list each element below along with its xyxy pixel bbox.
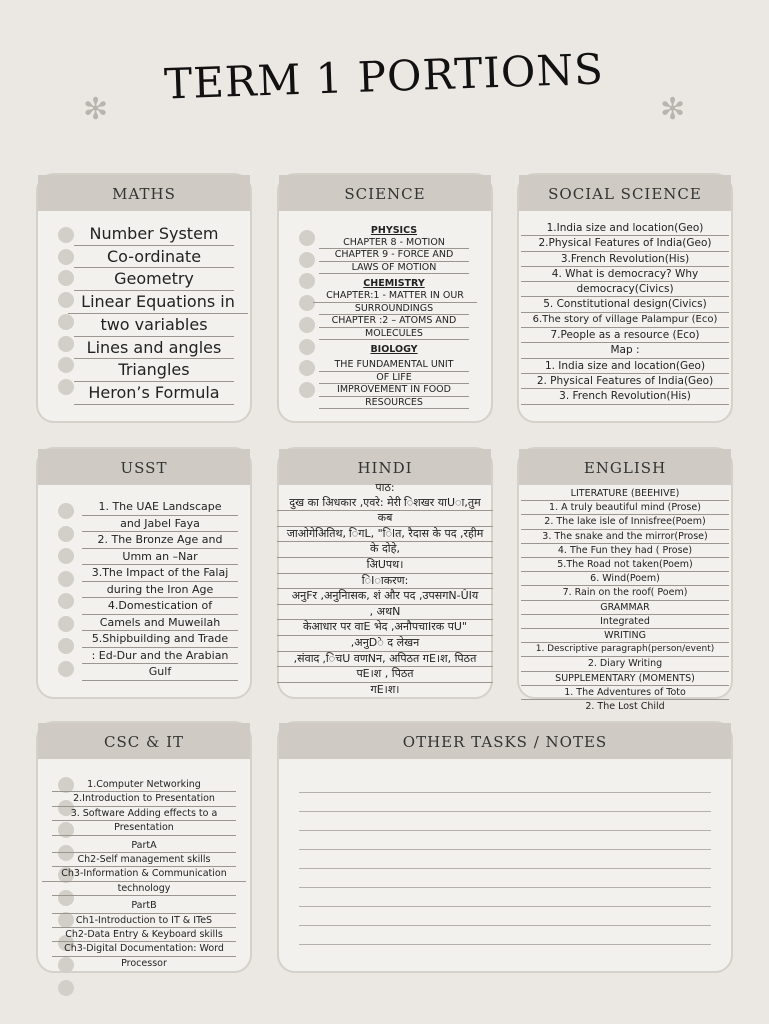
bullet-icon bbox=[299, 230, 315, 246]
list-item: Lines and angles bbox=[74, 337, 234, 360]
list-item: IMPROVEMENT IN FOOD bbox=[319, 384, 469, 397]
maths-heading: MATHS bbox=[38, 175, 250, 211]
list-item: Umm an –Nar bbox=[82, 549, 238, 566]
hindi-list bbox=[277, 481, 493, 697]
social-science-list bbox=[521, 221, 729, 405]
list-item: Camels and Muweilah bbox=[82, 615, 238, 632]
list-item: Linear Equations in bbox=[68, 291, 248, 314]
list-item: जाओगेअितिथ, िगL, "िlत, रैदास के पद ,रहीम bbox=[277, 527, 493, 543]
list-item: 6.The story of village Palampur (Eco) bbox=[521, 313, 729, 328]
english-heading: ENGLISH bbox=[519, 449, 731, 485]
list-item: Geometry bbox=[74, 268, 234, 291]
social-science-card bbox=[517, 173, 733, 423]
list-item: 2. The lake isle of Innisfree(Poem) bbox=[521, 515, 729, 529]
list-item: 7. Rain on the roof( Poem) bbox=[521, 586, 729, 600]
bullet-icon bbox=[58, 980, 74, 996]
maths-card bbox=[36, 173, 252, 423]
bullet-icon bbox=[299, 273, 315, 289]
usst-card bbox=[36, 447, 252, 699]
bullet-icon bbox=[58, 270, 74, 286]
note-line[interactable] bbox=[299, 811, 711, 812]
list-item: 2. The Bronze Age and bbox=[82, 532, 238, 549]
note-line[interactable] bbox=[299, 849, 711, 850]
list-item: 4. The Fun they had ( Prose) bbox=[521, 544, 729, 558]
list-item: Heron’s Formula bbox=[74, 382, 234, 405]
maths-list bbox=[74, 223, 234, 405]
list-item: CHAPTER 8 - MOTION bbox=[319, 237, 469, 250]
list-item: SURROUNDINGS bbox=[319, 303, 469, 316]
usst-heading: USST bbox=[38, 449, 250, 485]
list-item: 1. The UAE Landscape bbox=[82, 499, 238, 516]
list-item: WRITING bbox=[521, 629, 729, 643]
list-item: िIाकरण: bbox=[277, 574, 493, 590]
list-item: 2. The Lost Child bbox=[585, 701, 665, 713]
list-item: Ch3-Digital Documentation: Word bbox=[52, 942, 236, 956]
list-item: कब bbox=[277, 511, 493, 527]
section-label: CHEMISTRY bbox=[363, 278, 425, 290]
asterisk-icon: ✻ bbox=[660, 92, 686, 127]
bullet-icon bbox=[58, 503, 74, 519]
hindi-heading: HINDI bbox=[279, 449, 491, 485]
bullet-icon bbox=[58, 526, 74, 542]
bullet-icon bbox=[58, 593, 74, 609]
bullet-icon bbox=[58, 616, 74, 632]
list-item: technology bbox=[52, 882, 236, 896]
list-item: Processor bbox=[121, 957, 167, 969]
list-item: 1. The Adventures of Toto bbox=[521, 686, 729, 700]
list-item: PartA bbox=[52, 839, 236, 853]
list-item: अनुFर ,अनुनािसक, शं और पद ,उपसगN-ÛIय bbox=[277, 589, 493, 605]
list-item: , अथN bbox=[277, 605, 493, 621]
list-item: Ch1-Introduction to IT & ITeS bbox=[52, 914, 236, 928]
usst-list bbox=[82, 499, 238, 681]
notes-card bbox=[277, 721, 733, 973]
list-item: 1. Descriptive paragraph(person/event) bbox=[521, 643, 729, 657]
bullet-icon bbox=[58, 548, 74, 564]
list-item: 3.French Revolution(His) bbox=[521, 252, 729, 267]
note-line[interactable] bbox=[299, 906, 711, 907]
list-item: ,संवाद ,िचU वणNन, अपिठत गE।श, पिठत bbox=[277, 652, 493, 668]
science-card bbox=[277, 173, 493, 423]
english-list bbox=[521, 487, 729, 713]
list-item: during the Iron Age bbox=[82, 582, 238, 599]
bullet-icon bbox=[299, 382, 315, 398]
note-line[interactable] bbox=[299, 868, 711, 869]
note-line[interactable] bbox=[299, 792, 711, 793]
csc-it-card bbox=[36, 721, 252, 973]
list-item: Co-ordinate bbox=[74, 246, 234, 269]
list-item: Number System bbox=[74, 223, 234, 246]
list-item: 3. French Revolution(His) bbox=[521, 389, 729, 404]
list-item: Ch3-Information & Communication bbox=[42, 867, 246, 881]
science-heading: SCIENCE bbox=[279, 175, 491, 211]
list-item: SUPPLEMENTARY (MOMENTS) bbox=[521, 672, 729, 686]
note-line[interactable] bbox=[299, 887, 711, 888]
list-item: GRAMMAR bbox=[521, 601, 729, 615]
bullet-icon bbox=[58, 661, 74, 677]
list-item: 1.Computer Networking bbox=[52, 778, 236, 792]
list-item: PartB bbox=[52, 899, 236, 913]
bullet-icon bbox=[58, 571, 74, 587]
csc-it-list bbox=[52, 778, 236, 970]
list-item: 2. Physical Features of India(Geo) bbox=[521, 374, 729, 389]
list-item: 3. The snake and the mirror(Prose) bbox=[521, 530, 729, 544]
list-item: 4. What is democracy? Why bbox=[521, 267, 729, 282]
list-item: 1. A truly beautiful mind (Prose) bbox=[521, 501, 729, 515]
list-item: MOLECULES bbox=[319, 328, 469, 341]
list-item: two variables bbox=[74, 314, 234, 337]
list-item: पाठ: bbox=[375, 481, 395, 494]
bullet-icon bbox=[58, 227, 74, 243]
list-item: THE FUNDAMENTAL UNIT bbox=[319, 359, 469, 372]
english-card bbox=[517, 447, 733, 713]
list-item: 4.Domestication of bbox=[82, 598, 238, 615]
hindi-card bbox=[277, 447, 493, 699]
list-item: 2.Introduction to Presentation bbox=[52, 792, 236, 806]
bullet-icon bbox=[299, 360, 315, 376]
list-item: Ch2-Self management skills bbox=[52, 853, 236, 867]
list-item: Presentation bbox=[52, 821, 236, 835]
notes-heading: OTHER TASKS / NOTES bbox=[279, 723, 731, 759]
bullet-icon bbox=[299, 252, 315, 268]
bullet-icon bbox=[58, 314, 74, 330]
list-item: ,अनुDे द लेखन bbox=[277, 636, 493, 652]
section-label: PHYSICS bbox=[370, 225, 418, 236]
list-item: Triangles bbox=[74, 359, 234, 382]
list-item: 2. Diary Writing bbox=[521, 657, 729, 671]
list-item: पE।श , पिठत bbox=[277, 667, 493, 683]
bullet-icon bbox=[58, 357, 74, 373]
list-item: RESOURCES bbox=[319, 397, 469, 410]
list-item: Ch2-Data Entry & Keyboard skills bbox=[52, 928, 236, 942]
bullet-icon bbox=[58, 379, 74, 395]
list-item: 3. Software Adding effects to a bbox=[52, 807, 236, 821]
page-title: TERM 1 PORTIONS bbox=[163, 44, 605, 109]
list-item: CHAPTER:1 - MATTER IN OUR bbox=[313, 290, 477, 303]
list-item: 1.India size and location(Geo) bbox=[521, 221, 729, 236]
list-item: Map : bbox=[521, 343, 729, 358]
list-item: 5. Constitutional design(Civics) bbox=[521, 297, 729, 312]
list-item: and Jabel Faya bbox=[82, 516, 238, 533]
social-science-heading: SOCIAL SCIENCE bbox=[519, 175, 731, 211]
list-item: LITERATURE (BEEHIVE) bbox=[521, 487, 729, 501]
csc-it-heading: CSC & IT bbox=[38, 723, 250, 759]
list-item: दुख का अिधकार ,एवरे: मेरी िशखर याUा,तुम bbox=[277, 496, 493, 512]
list-item: 5.The Road not taken(Poem) bbox=[521, 558, 729, 572]
list-item: 1. India size and location(Geo) bbox=[521, 359, 729, 374]
list-item: Integrated bbox=[521, 615, 729, 629]
list-item: : Ed-Dur and the Arabian bbox=[82, 648, 238, 665]
list-item: 3.The Impact of the Falaj bbox=[82, 565, 238, 582]
science-list bbox=[319, 225, 469, 409]
note-line[interactable] bbox=[299, 925, 711, 926]
section-label: BIOLOGY bbox=[370, 344, 418, 356]
list-item: 6. Wind(Poem) bbox=[521, 572, 729, 586]
list-item: 2.Physical Features of India(Geo) bbox=[521, 236, 729, 251]
bullet-icon bbox=[58, 638, 74, 654]
bullet-icon bbox=[58, 336, 74, 352]
list-item: LAWS OF MOTION bbox=[319, 262, 469, 275]
list-item: OF LIFE bbox=[319, 372, 469, 385]
list-item: CHAPTER :2 – ATOMS AND bbox=[319, 315, 469, 328]
list-item: CHAPTER 9 - FORCE AND bbox=[319, 249, 469, 262]
list-item: 7.People as a resource (Eco) bbox=[521, 328, 729, 343]
bullet-icon bbox=[299, 317, 315, 333]
list-item: अिUपथ। bbox=[277, 558, 493, 574]
note-line[interactable] bbox=[299, 944, 711, 945]
note-line[interactable] bbox=[299, 830, 711, 831]
list-item: 5.Shipbuilding and Trade bbox=[82, 631, 238, 648]
bullet-icon bbox=[58, 249, 74, 265]
list-item: गE।श। bbox=[370, 682, 400, 696]
asterisk-icon: ✻ bbox=[83, 92, 109, 127]
bullet-icon bbox=[299, 339, 315, 355]
list-item: democracy(Civics) bbox=[521, 282, 729, 297]
list-item: Gulf bbox=[82, 664, 238, 681]
list-item: केआधार पर वाE भेद ,अनौपचाIरक पU" bbox=[277, 620, 493, 636]
list-item: के दोहे, bbox=[277, 542, 493, 558]
